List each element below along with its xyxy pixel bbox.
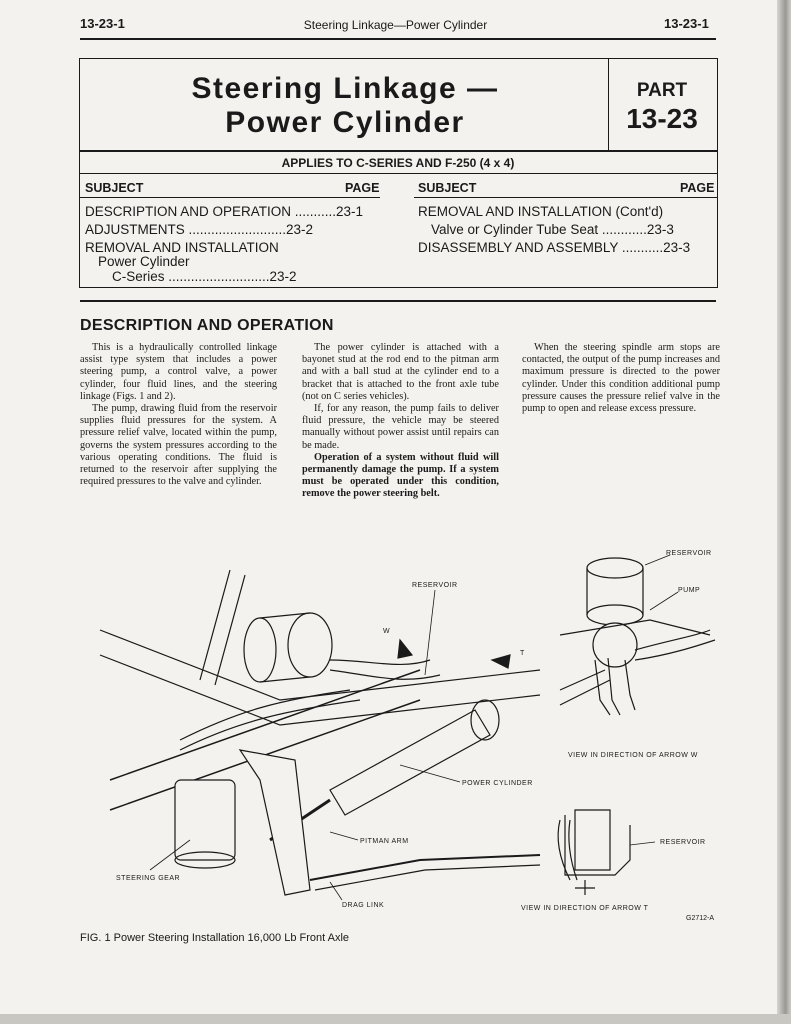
- leader-line-drag-link: [330, 882, 342, 900]
- header-rule: [80, 38, 716, 40]
- text-column-2: [302, 342, 499, 501]
- hose: [635, 630, 710, 650]
- paragraph: This is a hydraulically controlled linkage assist type system that includes a power steering pump, a control valve, a power cylinder, four fluid lines, and the steering linkage (Figs. 1 and 2).: [80, 342, 277, 402]
- toc-entry: ADJUSTMENTS ..........................23-2: [85, 222, 314, 237]
- toc-left-page-heading: PAGE: [345, 181, 380, 195]
- label-steering-gear: STEERING GEAR: [116, 875, 181, 882]
- leader-line-pump: [650, 592, 678, 610]
- figure-id: G2712-A: [686, 915, 715, 922]
- arrow-t-icon: [492, 655, 510, 668]
- drag-link: [310, 855, 540, 880]
- arrow-w-icon: [398, 640, 412, 658]
- reservoir-back: [244, 618, 276, 682]
- toc-entry: DISASSEMBLY AND ASSEMBLY ...........23-3: [418, 240, 691, 255]
- applies-to: APPLIES TO C-SERIES AND F-250 (4 x 4): [281, 156, 515, 170]
- toc-left-rule: [80, 197, 380, 198]
- label-reservoir-t: RESERVOIR: [660, 839, 706, 846]
- hose: [635, 640, 715, 660]
- figure-caption: FIG. 1 Power Steering Installation 16,000 Lb Front Axle: [80, 932, 350, 944]
- toc-left-subject-heading: SUBJECT: [85, 181, 144, 195]
- section-heading: DESCRIPTION AND OPERATION: [80, 317, 334, 334]
- title-divider: [80, 150, 717, 152]
- toc-entry: REMOVAL AND INSTALLATION: [85, 240, 279, 255]
- fluid-line: [180, 690, 350, 740]
- reservoir-cap: [587, 558, 643, 578]
- reservoir-body: [575, 810, 610, 870]
- text-column-1: [80, 342, 277, 488]
- page-edge-shadow: [777, 0, 791, 1024]
- reservoir-end: [288, 613, 332, 677]
- fluid-line: [560, 670, 610, 705]
- label-power-cylinder: POWER CYLINDER: [462, 780, 533, 787]
- paragraph: The pump, drawing fluid from the reservoir supplies fluid pressures for the system. A pressure relief valve, located within the pump, governs the system pressures according to the various operating conditions. The fluid is returned to the reservoir after supplying the required pressures to the valve and cylinder.: [80, 403, 277, 488]
- leader-line-reservoir-t: [630, 842, 655, 845]
- applies-divider: [80, 173, 717, 174]
- paragraph: If, for any reason, the pump fails to deliver fluid pressure, the vehicle may be steered manually without power assist until repairs can be made.: [302, 403, 499, 451]
- toc-entry: C-Series ...........................23-2: [112, 269, 297, 284]
- view-arrow-w-illustration: [550, 540, 725, 765]
- view-arrow-t-illustration: [515, 800, 725, 915]
- paragraph: When the steering spindle arm stops are contacted, the output of the pump increases and maximum pressure is directed to the power cylinder. Under this condition additional pump pressure causes the pressure relief valve in the pump to open and release excess pressure.: [522, 342, 720, 415]
- frame-rail-top: [100, 630, 540, 700]
- paragraph: The power cylinder is attached with a bayonet stud at the rod end to the pitman arm and with a ball stud at the cylinder end to a bracket that is attached to the front axle tube (not on C series vehicles).: [302, 342, 499, 402]
- steering-column: [200, 570, 245, 685]
- toc-right-rule: [414, 197, 717, 198]
- page-number-left: 13-23-1: [80, 16, 125, 31]
- title-line-1: Steering Linkage —: [191, 72, 499, 105]
- label-arrow-w: W: [383, 628, 391, 635]
- label-arrow-t: T: [520, 650, 525, 657]
- hose: [625, 660, 635, 710]
- label-reservoir: RESERVOIR: [412, 582, 458, 589]
- toc-entry: Power Cylinder: [98, 254, 190, 269]
- pump-body: [593, 623, 637, 667]
- part-number: 13-23: [626, 103, 698, 134]
- label-pitman-arm: PITMAN ARM: [360, 838, 409, 845]
- toc-right-subject-heading: SUBJECT: [418, 181, 477, 195]
- page-bottom-edge: [0, 1014, 791, 1024]
- text-column-3: [522, 342, 720, 415]
- leader-line-reservoir: [425, 590, 435, 675]
- toc-entry: DESCRIPTION AND OPERATION ...........23-1: [85, 204, 364, 219]
- reservoir-body: [260, 613, 310, 682]
- label-pump: PUMP: [678, 587, 701, 594]
- fluid-line: [330, 670, 440, 679]
- label-drag-link: DRAG LINK: [342, 902, 385, 909]
- part-label: PART: [636, 80, 688, 101]
- label-reservoir-w: RESERVOIR: [666, 550, 712, 557]
- running-title: Steering Linkage—Power Cylinder: [303, 18, 488, 32]
- bracket-line: [560, 620, 710, 635]
- view-t-caption: VIEW IN DIRECTION OF ARROW T: [521, 905, 649, 912]
- pitman-arm: [240, 750, 310, 895]
- toc-entry: Valve or Cylinder Tube Seat ............23-3: [431, 222, 674, 237]
- page-title: [80, 72, 610, 140]
- hose: [558, 820, 577, 880]
- view-w-caption: VIEW IN DIRECTION OF ARROW W: [568, 752, 698, 759]
- toc-entry: REMOVAL AND INSTALLATION (Cont'd): [418, 204, 664, 219]
- drag-link-lower: [315, 865, 540, 890]
- page-number-right: 13-23-1: [664, 16, 709, 31]
- toc-right-page-heading: PAGE: [680, 181, 715, 195]
- fluid-line: [180, 700, 360, 750]
- warning-paragraph: Operation of a system without fluid will permanently damage the pump. If a system must be operated under this condition, remove the power steering belt.: [302, 451, 499, 500]
- fluid-line: [330, 660, 430, 664]
- power-steering-installation-illustration: [80, 560, 550, 920]
- mount: [575, 880, 595, 895]
- steering-gear: [175, 780, 235, 860]
- section-rule: [80, 300, 716, 302]
- leader-line-pitman-arm: [330, 832, 358, 840]
- title-line-2: Power Cylinder: [225, 106, 465, 139]
- power-cylinder: [330, 710, 490, 815]
